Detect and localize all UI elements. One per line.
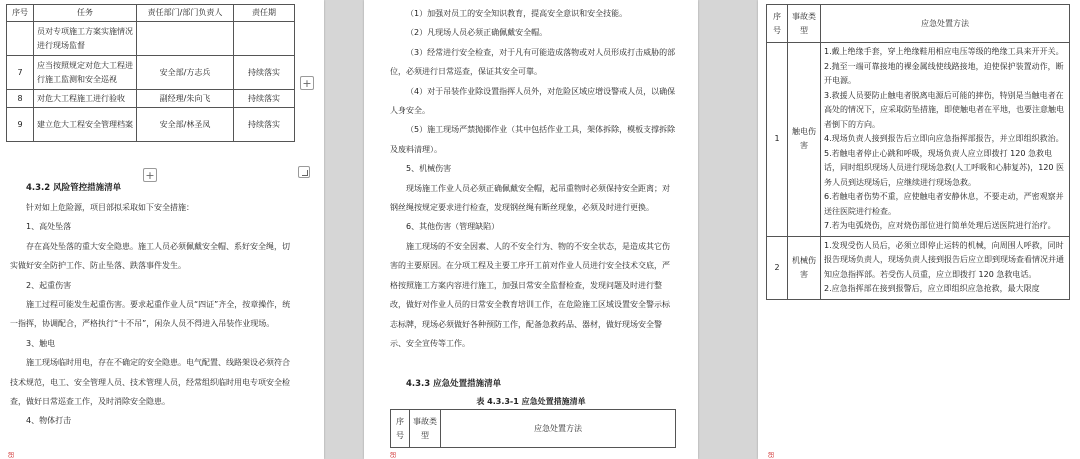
header-type: 事故类型 <box>410 410 441 448</box>
method-step: 6.若触电者伤势不重，应使触电者安静休息，不要走动，严密观察并送往医院进行检查。 <box>824 192 1064 216</box>
header-dept: 责任部门/部门负责人 <box>137 5 234 22</box>
paragraph: 2、起重伤害 <box>26 280 72 290</box>
body-text <box>390 4 676 353</box>
header-task: 任务 <box>34 5 137 22</box>
method-step: 2.抛至一端可靠接地的裸金属线使线路接地，迫使保护装置动作，断开电源。 <box>824 61 1064 85</box>
cell-no: 7 <box>7 56 34 90</box>
paragraph: 6、其他伤害（管理缺陷） <box>406 222 500 232</box>
paragraph: 针对如上危险源，项目部拟采取如下安全措施： <box>26 203 194 212</box>
header-method: 应急处置方法 <box>821 5 1070 43</box>
cell-method <box>821 236 1070 299</box>
method-step: 1.戴上绝缘手套，穿上绝缘鞋用相应电压等级的绝缘工具来开开关。 <box>824 47 1064 56</box>
cell-no: 2 <box>767 236 788 299</box>
cell-dept: 安全部/方志兵 <box>137 56 234 90</box>
resize-icon <box>302 170 308 176</box>
cell-no: 8 <box>7 90 34 108</box>
footer-logo-icon: ஐ <box>390 449 397 458</box>
emergency-table-start <box>390 409 676 448</box>
paragraph: 4、物体打击 <box>26 416 72 426</box>
body-text <box>10 198 296 431</box>
paragraph: 施工现场临时用电，存在不确定的安全隐患。电气配置、线路架设必须符合技术规范，电工、安全管理人员、技术管理人员，经常组织临时用电专项安全检查，做好日常巡查工作，及时消除安全隐患。 <box>10 358 290 407</box>
emergency-table-header <box>767 5 1070 43</box>
table-caption: 表 4.3.3-1 应急处置措施清单 <box>476 397 586 406</box>
cell-task: 员对专项施工方案实施情况进行现场监督 <box>34 22 137 56</box>
table-resize-handle[interactable] <box>298 166 310 178</box>
cell-period: 持续落实 <box>234 56 295 90</box>
cell-no: 1 <box>767 43 788 237</box>
section-heading: 4.3.2 风险管控措施清单 <box>26 183 122 193</box>
document-page-left <box>0 0 324 459</box>
table-row <box>767 236 1070 299</box>
header-no: 序号 <box>391 410 410 448</box>
header-type: 事故类型 <box>788 5 821 43</box>
paragraph: 存在高处坠落的重大安全隐患。施工人员必须佩戴安全帽、系好安全绳，切实做好安全防护工作、防止坠落、跌落事件发生。 <box>10 241 290 271</box>
footer-logo-icon: ஐ <box>8 449 15 458</box>
header-no: 序号 <box>767 5 788 43</box>
paragraph: （1）加强对员工的安全知识教育，提高安全意识和安全技能。 <box>406 9 628 18</box>
cell-period: 持续落实 <box>234 108 295 142</box>
paragraph: （2）凡现场人员必须正确佩戴安全帽。 <box>406 28 548 38</box>
cell-no <box>7 22 34 56</box>
emergency-table-header <box>391 410 676 448</box>
paragraph: （3）经常进行安全检查，对于凡有可能造成落物或对人员形成打击威胁的部位，必须进行日常巡查，保证其安全可靠。 <box>390 47 676 77</box>
paragraph: 现场施工作业人员必须正确佩戴安全帽，起吊重物时必须保持安全距离；对钢丝绳按规定要求进行检查，发现钢丝绳有断丝现象，必须及时进行更换。 <box>390 183 670 213</box>
cell-period: 持续落实 <box>234 90 295 108</box>
table-row <box>7 108 295 142</box>
table-row <box>767 43 1070 237</box>
cell-period <box>234 22 295 56</box>
cell-method <box>821 43 1070 237</box>
method-step: 3.救援人员要防止触电者脱离电源后可能的摔伤，特别是当触电者在高处的情况下，应采取防坠措施，即使触电者在平地，也要注意触电者倒下的方向。 <box>824 90 1064 129</box>
cell-task: 对危大工程施工进行验收 <box>34 90 137 108</box>
cell-type: 触电伤害 <box>788 43 821 237</box>
method-step: 7.若为电弧烧伤，应对烧伤部位进行简单处理后送医院进行治疗。 <box>824 221 1056 230</box>
paragraph: 施工过程可能发生起重伤害。要求起重作业人员“四证”齐全，按章操作，统一指挥，协调配合，严格执行“十不吊”，闲杂人员不得进入吊装作业现场。 <box>10 300 291 329</box>
cell-no: 9 <box>7 108 34 142</box>
document-page-middle <box>364 0 698 459</box>
table-row <box>7 22 295 56</box>
cell-dept: 副经理/朱向飞 <box>137 90 234 108</box>
task-table-header <box>7 5 295 22</box>
cell-task: 建立危大工程安全管理档案 <box>34 108 137 142</box>
document-page-right <box>758 0 1080 459</box>
section-heading: 4.3.3 应急处置措施清单 <box>406 379 502 389</box>
footer-logo-icon: ஐ <box>768 449 775 458</box>
task-table <box>6 4 295 142</box>
cell-type: 机械伤害 <box>788 236 821 299</box>
table-row <box>7 56 295 90</box>
method-step: 1.发现受伤人员后，必须立即停止运转的机械，向周围人呼救，同时报告现场负责人，现场负责人接到报告后应立即到现场查看情况并通知应急指挥部。若受伤人员重，应立即拨打 120 急救电话。 <box>824 240 1064 279</box>
method-step: 2.应急指挥部在接到报警后，应立即组织应急抢救，最大限度 <box>824 284 1040 293</box>
paragraph: 5、机械伤害 <box>406 164 452 174</box>
cell-dept: 安全部/林圣凤 <box>137 108 234 142</box>
paragraph: 1、高处坠落 <box>26 222 72 232</box>
method-step: 5.若触电者停止心跳和呼吸，现场负责人应立即拨打 120 急救电话，同时组织现场人员进行现场急救(人工呼吸和心肺复苏)，120 医务人员到达现场后，应继续进行现场急救。 <box>824 148 1065 187</box>
paragraph: （4）对于吊装作业除设置指挥人员外，对危险区域应增设警戒人员，以确保人身安全。 <box>390 86 676 116</box>
paragraph: （5）施工现场严禁抛掷作业（其中包括作业工具，架体拆除，模板支撑拆除及废料清理）。 <box>390 125 676 154</box>
add-row-button[interactable]: + <box>143 168 157 182</box>
add-column-button[interactable]: + <box>300 76 314 90</box>
emergency-table <box>766 4 1070 300</box>
paragraph: 施工现场的不安全因素、人的不安全行为、物的不安全状态，是造成其它伤害的主要原因。在分项工程及主要工序开工前对作业人员进行安全技术交底，严格按照施工方案内容进行施工，加强日常安全监督检查，发现问题及时进行整改，做好对作业人员的日常安全教育培训工作，在危险施工区域设置安全警示标志标牌，现场必须做好各种预防工作，配备急救药品、器材，做好现场安全警示、安全宣传等工作。 <box>390 241 670 348</box>
header-no: 序号 <box>7 5 34 22</box>
cell-task: 应当按照规定对危大工程进行施工监测和安全巡视 <box>34 56 137 90</box>
paragraph: 3、触电 <box>26 338 56 348</box>
table-row <box>7 90 295 108</box>
cell-dept <box>137 22 234 56</box>
method-step: 4.现场负责人接到报告后立即向应急指挥部报告，并立即组织救治。 <box>824 134 1064 143</box>
header-period: 责任期 <box>234 5 295 22</box>
header-method: 应急处置方法 <box>441 410 676 448</box>
